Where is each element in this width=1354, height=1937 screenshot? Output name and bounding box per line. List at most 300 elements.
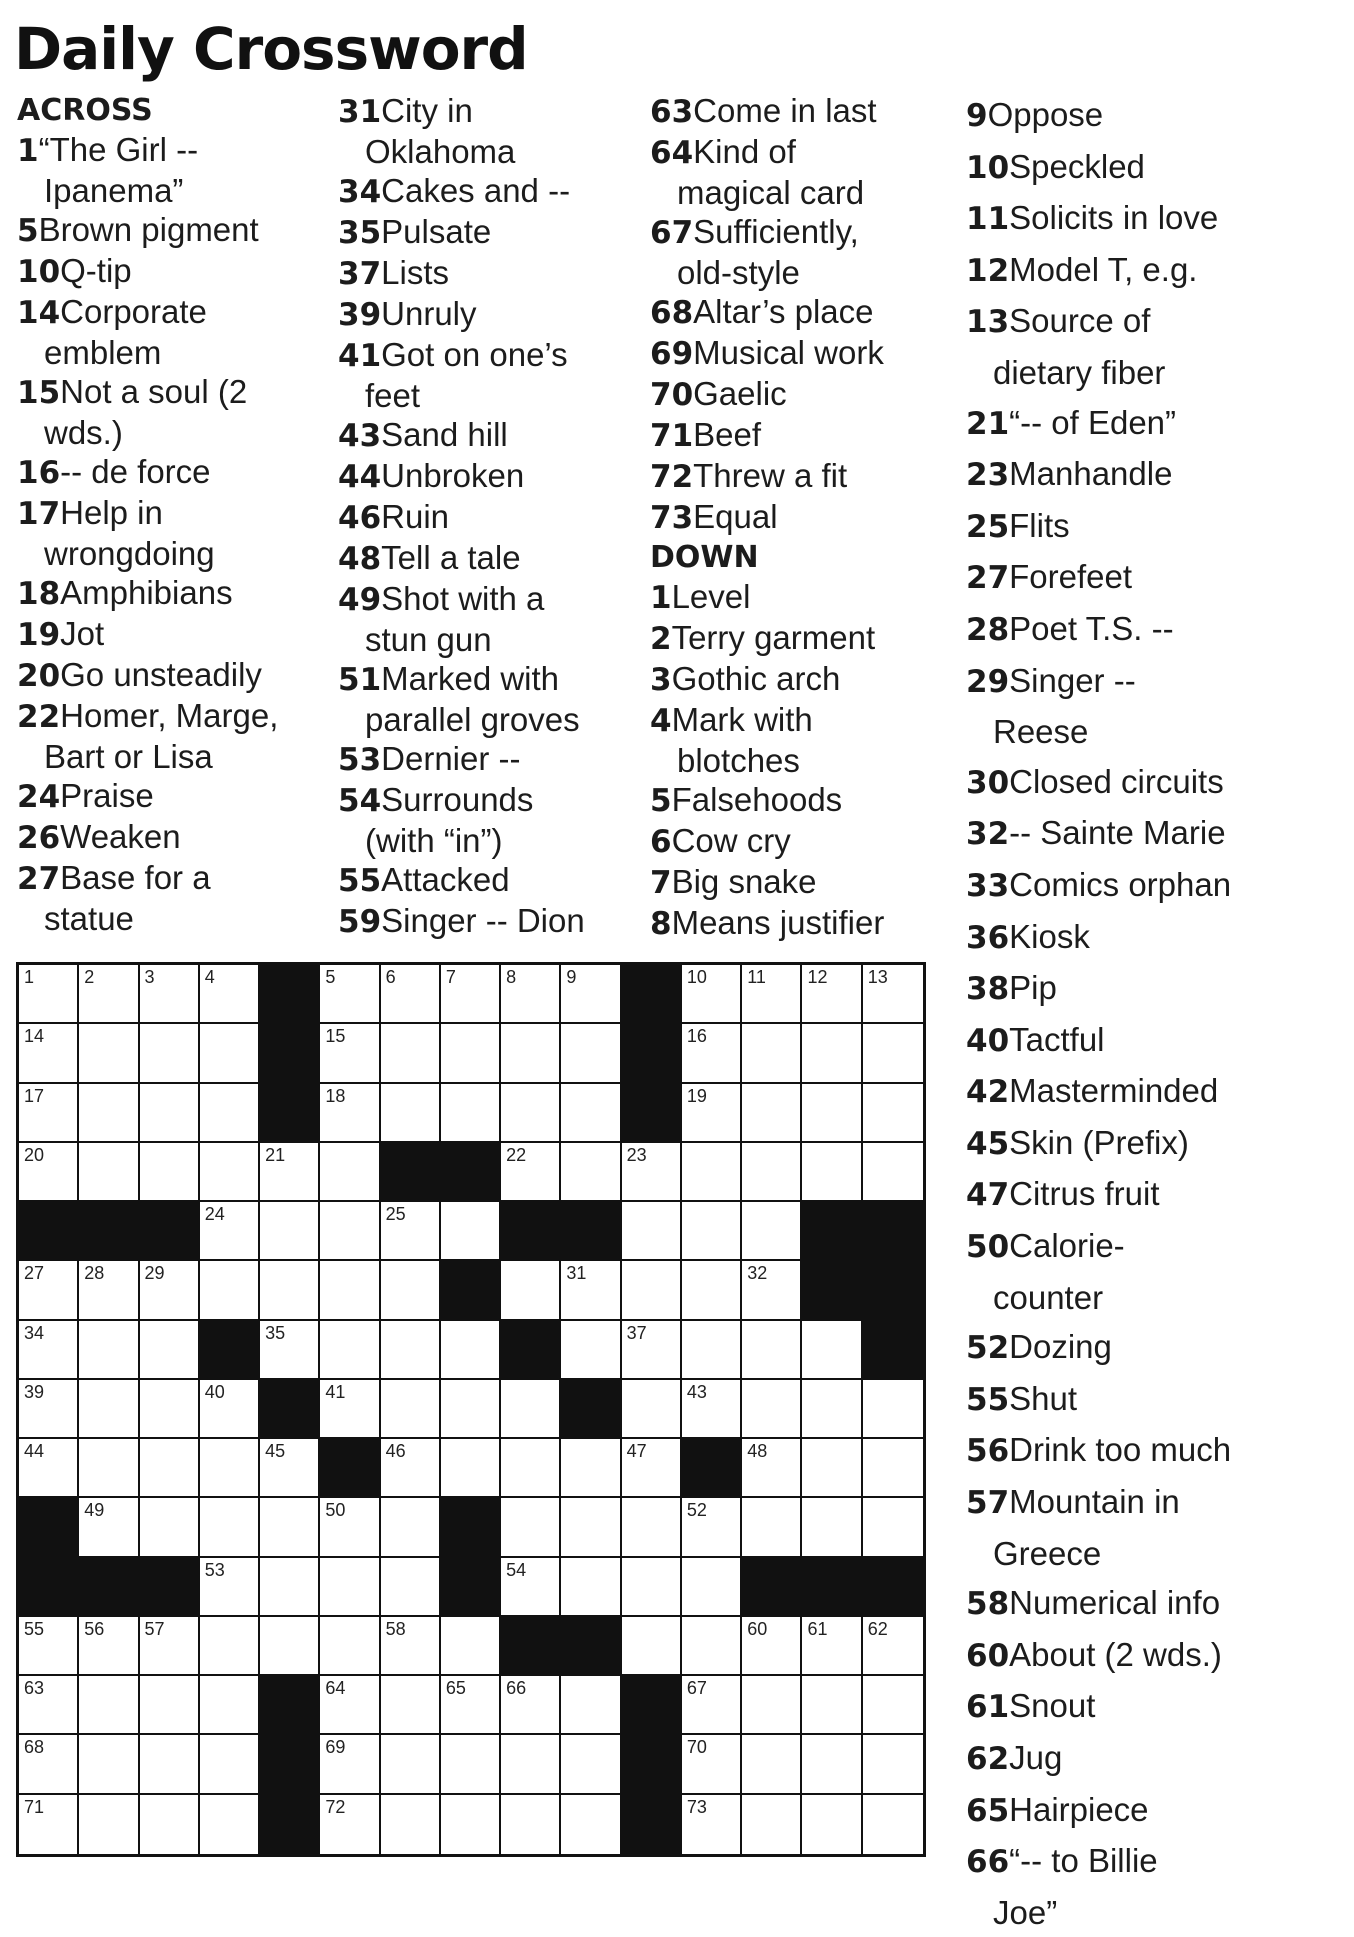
clue-item[interactable] — [966, 552, 1351, 604]
clue-item[interactable] — [17, 858, 317, 938]
clue-item[interactable] — [966, 1374, 1351, 1426]
clue-item[interactable] — [17, 817, 317, 858]
grid-cell[interactable] — [200, 1084, 260, 1143]
clue-item[interactable] — [966, 757, 1351, 809]
grid-cell[interactable] — [320, 1261, 380, 1320]
grid-cell[interactable] — [622, 1321, 682, 1380]
clue-item[interactable] — [650, 132, 960, 212]
grid-cell[interactable] — [19, 1735, 79, 1794]
grid-cell[interactable] — [200, 1439, 260, 1498]
grid-cell[interactable] — [863, 1380, 923, 1439]
grid-cell[interactable] — [79, 1795, 139, 1854]
black-square — [441, 1558, 501, 1617]
clue-item[interactable] — [966, 656, 1351, 757]
grid-cell[interactable] — [381, 1321, 441, 1380]
clue-item[interactable] — [966, 501, 1351, 553]
clue-item[interactable] — [966, 604, 1351, 656]
clue-item[interactable] — [650, 415, 960, 456]
clue-item[interactable] — [338, 253, 638, 294]
grid-cell[interactable] — [501, 1261, 561, 1320]
grid-cell[interactable] — [561, 1024, 621, 1083]
grid-cell[interactable] — [561, 1143, 621, 1202]
clue-number: 28 — [966, 611, 1010, 648]
clue-text: Singer -- Dion — [381, 902, 585, 939]
clue-text: Amphibians — [60, 574, 233, 611]
grid-cell[interactable] — [19, 965, 79, 1024]
clue-item[interactable] — [17, 292, 317, 372]
clue-item[interactable] — [338, 171, 638, 212]
grid-cell[interactable] — [79, 1498, 139, 1557]
grid-cell[interactable] — [320, 1676, 380, 1735]
grid-cell[interactable] — [381, 1498, 441, 1557]
clue-item[interactable] — [338, 497, 638, 538]
grid-cell[interactable] — [441, 965, 501, 1024]
grid-cell[interactable] — [622, 1202, 682, 1261]
grid-cell[interactable] — [19, 1380, 79, 1439]
clue-item[interactable] — [966, 1785, 1351, 1837]
grid-cell[interactable] — [622, 1261, 682, 1320]
grid-cell[interactable] — [140, 1676, 200, 1735]
grid-cell[interactable] — [19, 1024, 79, 1083]
clue-item[interactable] — [338, 335, 638, 415]
grid-cell[interactable] — [682, 1735, 742, 1794]
grid-cell[interactable] — [863, 1024, 923, 1083]
clue-item[interactable] — [650, 456, 960, 497]
clue-item[interactable] — [338, 415, 638, 456]
grid-cell[interactable] — [381, 1024, 441, 1083]
grid-cell[interactable] — [622, 1498, 682, 1557]
cell-number: 62 — [867, 1618, 888, 1639]
grid-cell[interactable] — [441, 1795, 501, 1854]
clue-item[interactable] — [966, 1322, 1351, 1374]
grid-cell[interactable] — [200, 1558, 260, 1617]
grid-cell[interactable] — [79, 1380, 139, 1439]
grid-cell[interactable] — [381, 1558, 441, 1617]
grid-cell[interactable] — [561, 1558, 621, 1617]
clue-number: 9 — [966, 98, 988, 134]
clue-item[interactable] — [966, 1733, 1351, 1785]
clue-item[interactable] — [966, 1836, 1351, 1937]
grid-cell[interactable] — [320, 1498, 380, 1557]
clue-number: 26 — [17, 820, 61, 856]
grid-cell[interactable] — [682, 1261, 742, 1320]
grid-cell[interactable] — [381, 965, 441, 1024]
grid-cell[interactable] — [79, 1261, 139, 1320]
grid-cell[interactable] — [441, 1676, 501, 1735]
clue-item[interactable] — [966, 912, 1351, 964]
grid-cell[interactable] — [802, 1084, 862, 1143]
grid-cell[interactable] — [260, 1558, 320, 1617]
clue-item[interactable] — [966, 1477, 1351, 1578]
clue-item[interactable] — [966, 963, 1351, 1015]
grid-cell[interactable] — [320, 965, 380, 1024]
grid-cell[interactable] — [320, 1202, 380, 1261]
grid-cell[interactable] — [501, 1024, 561, 1083]
clue-item[interactable] — [966, 296, 1351, 397]
grid-cell[interactable] — [260, 1617, 320, 1676]
grid-cell[interactable] — [863, 1498, 923, 1557]
clue-item[interactable] — [966, 1630, 1351, 1682]
grid-cell[interactable] — [320, 1024, 380, 1083]
grid-cell[interactable] — [19, 1143, 79, 1202]
clue-item[interactable] — [650, 862, 960, 903]
grid-cell[interactable] — [320, 1795, 380, 1854]
grid-cell[interactable] — [742, 1380, 802, 1439]
grid-cell[interactable] — [140, 1617, 200, 1676]
grid-cell[interactable] — [802, 1321, 862, 1380]
grid-cell[interactable] — [742, 965, 802, 1024]
black-square — [79, 1558, 139, 1617]
grid-cell[interactable] — [140, 1498, 200, 1557]
clue-number: 3 — [650, 662, 672, 698]
grid-cell[interactable] — [561, 1676, 621, 1735]
grid-cell[interactable] — [863, 1439, 923, 1498]
grid-cell[interactable] — [260, 1498, 320, 1557]
grid-cell[interactable] — [381, 1617, 441, 1676]
black-square — [441, 1143, 501, 1202]
grid-cell[interactable] — [200, 1795, 260, 1854]
grid-cell[interactable] — [200, 1202, 260, 1261]
clue-item[interactable] — [17, 210, 317, 251]
grid-cell[interactable] — [863, 1795, 923, 1854]
grid-cell[interactable] — [682, 1380, 742, 1439]
grid-cell[interactable] — [802, 1380, 862, 1439]
grid-cell[interactable] — [79, 1084, 139, 1143]
grid-cell[interactable] — [742, 1735, 802, 1794]
grid-cell[interactable] — [863, 1676, 923, 1735]
grid-cell[interactable] — [561, 1321, 621, 1380]
grid-cell[interactable] — [682, 1795, 742, 1854]
clue-item[interactable] — [338, 212, 638, 253]
grid-cell[interactable] — [863, 1084, 923, 1143]
grid-cell[interactable] — [19, 1261, 79, 1320]
grid-cell[interactable] — [682, 1202, 742, 1261]
grid-cell[interactable] — [501, 1084, 561, 1143]
grid-cell[interactable] — [200, 1380, 260, 1439]
clue-number: 7 — [650, 865, 672, 901]
grid-cell[interactable] — [682, 1143, 742, 1202]
clue-item[interactable] — [966, 860, 1351, 912]
clue-item[interactable] — [650, 659, 960, 700]
cell-number: 10 — [686, 967, 707, 987]
grid-cell[interactable] — [140, 1795, 200, 1854]
grid-cell[interactable] — [501, 1735, 561, 1794]
grid-cell[interactable] — [320, 1143, 380, 1202]
grid-cell[interactable] — [441, 1439, 501, 1498]
grid-cell[interactable] — [320, 1380, 380, 1439]
grid-cell[interactable] — [802, 1617, 862, 1676]
grid-cell[interactable] — [79, 1024, 139, 1083]
grid-cell[interactable] — [742, 1024, 802, 1083]
clue-item[interactable] — [650, 700, 960, 780]
grid-cell[interactable] — [441, 1321, 501, 1380]
grid-cell[interactable] — [381, 1261, 441, 1320]
clue-text: Brown pigment — [38, 211, 259, 248]
grid-cell[interactable] — [863, 1617, 923, 1676]
grid-cell[interactable] — [622, 1617, 682, 1676]
grid-cell[interactable] — [501, 965, 561, 1024]
grid-cell[interactable] — [200, 1024, 260, 1083]
clue-number: 36 — [966, 919, 1010, 956]
clue-number: 6 — [650, 824, 672, 860]
grid-cell[interactable] — [140, 1735, 200, 1794]
grid-cell[interactable] — [863, 1143, 923, 1202]
grid-cell[interactable] — [79, 1143, 139, 1202]
grid-cell[interactable] — [140, 1084, 200, 1143]
clue-item[interactable] — [966, 193, 1351, 245]
grid-cell[interactable] — [561, 1795, 621, 1854]
grid-cell[interactable] — [561, 1439, 621, 1498]
grid-cell[interactable] — [802, 1735, 862, 1794]
grid-cell[interactable] — [682, 1321, 742, 1380]
grid-cell[interactable] — [561, 1735, 621, 1794]
grid-cell[interactable] — [381, 1735, 441, 1794]
grid-cell[interactable] — [802, 965, 862, 1024]
grid-cell[interactable] — [19, 1321, 79, 1380]
grid-cell[interactable] — [441, 1084, 501, 1143]
grid-cell[interactable] — [200, 1676, 260, 1735]
grid-cell[interactable] — [140, 965, 200, 1024]
grid-cell[interactable] — [742, 1143, 802, 1202]
clue-item[interactable] — [338, 901, 638, 942]
clue-item[interactable] — [650, 821, 960, 862]
clue-number: 4 — [650, 703, 672, 739]
clue-item[interactable] — [966, 245, 1351, 297]
grid-cell[interactable] — [561, 965, 621, 1024]
grid-cell[interactable] — [19, 1617, 79, 1676]
clue-text: Dernier -- — [381, 740, 521, 777]
grid-cell[interactable] — [863, 1735, 923, 1794]
grid-cell[interactable] — [561, 1261, 621, 1320]
grid-cell[interactable] — [802, 1676, 862, 1735]
grid-cell[interactable] — [742, 1617, 802, 1676]
cell-number: 28 — [84, 1263, 105, 1284]
clue-item[interactable] — [966, 1425, 1351, 1477]
clue-number: 13 — [966, 304, 1010, 341]
grid-cell[interactable] — [742, 1202, 802, 1261]
clue-item[interactable] — [338, 456, 638, 497]
clue-item[interactable] — [650, 374, 960, 415]
grid-cell[interactable] — [140, 1380, 200, 1439]
grid-cell[interactable] — [320, 1617, 380, 1676]
clue-item[interactable] — [338, 780, 638, 860]
clue-number: 48 — [338, 541, 382, 577]
grid-cell[interactable] — [320, 1321, 380, 1380]
grid-cell[interactable] — [622, 1380, 682, 1439]
clue-item[interactable] — [650, 903, 960, 944]
grid-cell[interactable] — [742, 1439, 802, 1498]
clue-item[interactable] — [17, 130, 317, 210]
clue-number: 8 — [650, 906, 672, 942]
clue-item[interactable] — [17, 573, 317, 614]
grid-cell[interactable] — [742, 1795, 802, 1854]
black-square — [863, 1261, 923, 1320]
clue-item[interactable] — [966, 1169, 1351, 1221]
clue-text: Corporate — [60, 293, 207, 330]
grid-cell[interactable] — [561, 1084, 621, 1143]
clue-item[interactable] — [17, 696, 317, 776]
clue-item[interactable] — [17, 372, 317, 452]
grid-cell[interactable] — [802, 1143, 862, 1202]
clue-item[interactable] — [338, 659, 638, 739]
clue-item[interactable] — [338, 91, 638, 171]
clue-column-2 — [338, 91, 638, 942]
clue-item[interactable] — [17, 251, 317, 292]
grid-cell[interactable] — [140, 1143, 200, 1202]
clue-item[interactable] — [17, 452, 317, 493]
black-square — [441, 1261, 501, 1320]
clue-item[interactable] — [650, 333, 960, 374]
clue-item[interactable] — [650, 212, 960, 292]
grid-cell[interactable] — [260, 1261, 320, 1320]
grid-cell[interactable] — [260, 1143, 320, 1202]
grid-cell[interactable] — [200, 1261, 260, 1320]
crossword-grid[interactable] — [16, 962, 926, 1857]
grid-cell[interactable] — [320, 1735, 380, 1794]
grid-cell[interactable] — [441, 1202, 501, 1261]
grid-cell[interactable] — [19, 1439, 79, 1498]
grid-cell[interactable] — [79, 1676, 139, 1735]
grid-cell[interactable] — [19, 1676, 79, 1735]
clue-item[interactable] — [338, 579, 638, 659]
grid-cell[interactable] — [200, 1617, 260, 1676]
grid-cell[interactable] — [260, 1439, 320, 1498]
grid-cell[interactable] — [79, 1321, 139, 1380]
clue-text: Calorie- — [1009, 1227, 1125, 1265]
grid-cell[interactable] — [742, 1676, 802, 1735]
grid-cell[interactable] — [501, 1498, 561, 1557]
grid-cell[interactable] — [501, 1558, 561, 1617]
grid-cell[interactable] — [260, 1321, 320, 1380]
grid-cell[interactable] — [501, 1380, 561, 1439]
grid-cell[interactable] — [802, 1498, 862, 1557]
cell-number: 65 — [445, 1678, 466, 1699]
clue-item[interactable] — [650, 91, 960, 132]
clue-item[interactable] — [966, 1015, 1351, 1067]
clue-item[interactable] — [966, 449, 1351, 501]
clue-item[interactable] — [650, 497, 960, 538]
clue-number: 71 — [650, 418, 694, 454]
grid-cell[interactable] — [682, 1498, 742, 1557]
grid-cell[interactable] — [320, 1084, 380, 1143]
grid-cell[interactable] — [742, 1261, 802, 1320]
grid-cell[interactable] — [381, 1084, 441, 1143]
grid-cell[interactable] — [140, 1024, 200, 1083]
grid-cell[interactable] — [742, 1084, 802, 1143]
grid-cell[interactable] — [381, 1439, 441, 1498]
grid-cell[interactable] — [802, 1795, 862, 1854]
clue-item[interactable] — [650, 577, 960, 618]
grid-cell[interactable] — [802, 1024, 862, 1083]
grid-cell[interactable] — [79, 965, 139, 1024]
grid-cell[interactable] — [742, 1321, 802, 1380]
grid-cell[interactable] — [79, 1617, 139, 1676]
grid-cell[interactable] — [742, 1498, 802, 1557]
clue-item[interactable] — [650, 292, 960, 333]
clue-number: 55 — [338, 863, 382, 899]
grid-cell[interactable] — [682, 1084, 742, 1143]
grid-cell[interactable] — [802, 1439, 862, 1498]
clue-item[interactable] — [338, 739, 638, 780]
grid-cell[interactable] — [200, 1498, 260, 1557]
grid-cell[interactable] — [140, 1321, 200, 1380]
clue-number: 60 — [966, 1637, 1010, 1674]
cell-number: 27 — [24, 1263, 45, 1284]
grid-cell[interactable] — [682, 965, 742, 1024]
grid-cell[interactable] — [140, 1439, 200, 1498]
clue-item[interactable] — [966, 398, 1351, 450]
grid-cell[interactable] — [622, 1439, 682, 1498]
clue-item[interactable] — [966, 142, 1351, 194]
grid-cell[interactable] — [260, 1202, 320, 1261]
cell-number: 73 — [686, 1796, 707, 1817]
clue-item[interactable] — [17, 614, 317, 655]
clue-item[interactable] — [17, 776, 317, 817]
grid-cell[interactable] — [682, 1558, 742, 1617]
grid-cell[interactable] — [381, 1380, 441, 1439]
clue-item[interactable] — [17, 493, 317, 573]
clue-item[interactable] — [966, 1681, 1351, 1733]
grid-cell[interactable] — [501, 1795, 561, 1854]
grid-cell[interactable] — [441, 1617, 501, 1676]
clue-item[interactable] — [338, 294, 638, 335]
grid-cell[interactable] — [381, 1202, 441, 1261]
clue-item[interactable] — [966, 1221, 1351, 1322]
cell-number: 8 — [506, 967, 517, 987]
grid-cell[interactable] — [79, 1735, 139, 1794]
cell-number: 61 — [807, 1618, 828, 1639]
grid-cell[interactable] — [441, 1380, 501, 1439]
clue-item[interactable] — [338, 538, 638, 579]
grid-cell[interactable] — [863, 965, 923, 1024]
grid-cell[interactable] — [200, 1143, 260, 1202]
clue-item[interactable] — [17, 655, 317, 696]
clue-number: 69 — [650, 336, 694, 372]
grid-cell[interactable] — [622, 1558, 682, 1617]
grid-cell[interactable] — [682, 1676, 742, 1735]
grid-cell[interactable] — [501, 1439, 561, 1498]
grid-cell[interactable] — [501, 1676, 561, 1735]
grid-cell[interactable] — [19, 1795, 79, 1854]
clue-item[interactable] — [650, 618, 960, 659]
grid-cell[interactable] — [79, 1439, 139, 1498]
grid-cell[interactable] — [682, 1617, 742, 1676]
clue-item[interactable] — [966, 1118, 1351, 1170]
grid-cell[interactable] — [320, 1558, 380, 1617]
grid-cell[interactable] — [381, 1676, 441, 1735]
grid-cell[interactable] — [622, 1143, 682, 1202]
grid-cell[interactable] — [682, 1024, 742, 1083]
clue-item[interactable] — [966, 1578, 1351, 1630]
grid-cell[interactable] — [200, 1735, 260, 1794]
grid-cell[interactable] — [140, 1261, 200, 1320]
grid-cell[interactable] — [501, 1143, 561, 1202]
clue-item[interactable] — [966, 1066, 1351, 1118]
grid-cell[interactable] — [381, 1795, 441, 1854]
grid-cell[interactable] — [441, 1024, 501, 1083]
black-square — [260, 965, 320, 1024]
grid-cell[interactable] — [441, 1735, 501, 1794]
clue-item[interactable] — [338, 860, 638, 901]
clue-item[interactable] — [966, 808, 1351, 860]
grid-cell[interactable] — [19, 1084, 79, 1143]
clue-item[interactable] — [650, 780, 960, 821]
grid-cell[interactable] — [561, 1498, 621, 1557]
black-square — [19, 1498, 79, 1557]
grid-cell[interactable] — [200, 965, 260, 1024]
clue-number: 64 — [650, 135, 694, 171]
clue-item[interactable] — [966, 90, 1351, 142]
